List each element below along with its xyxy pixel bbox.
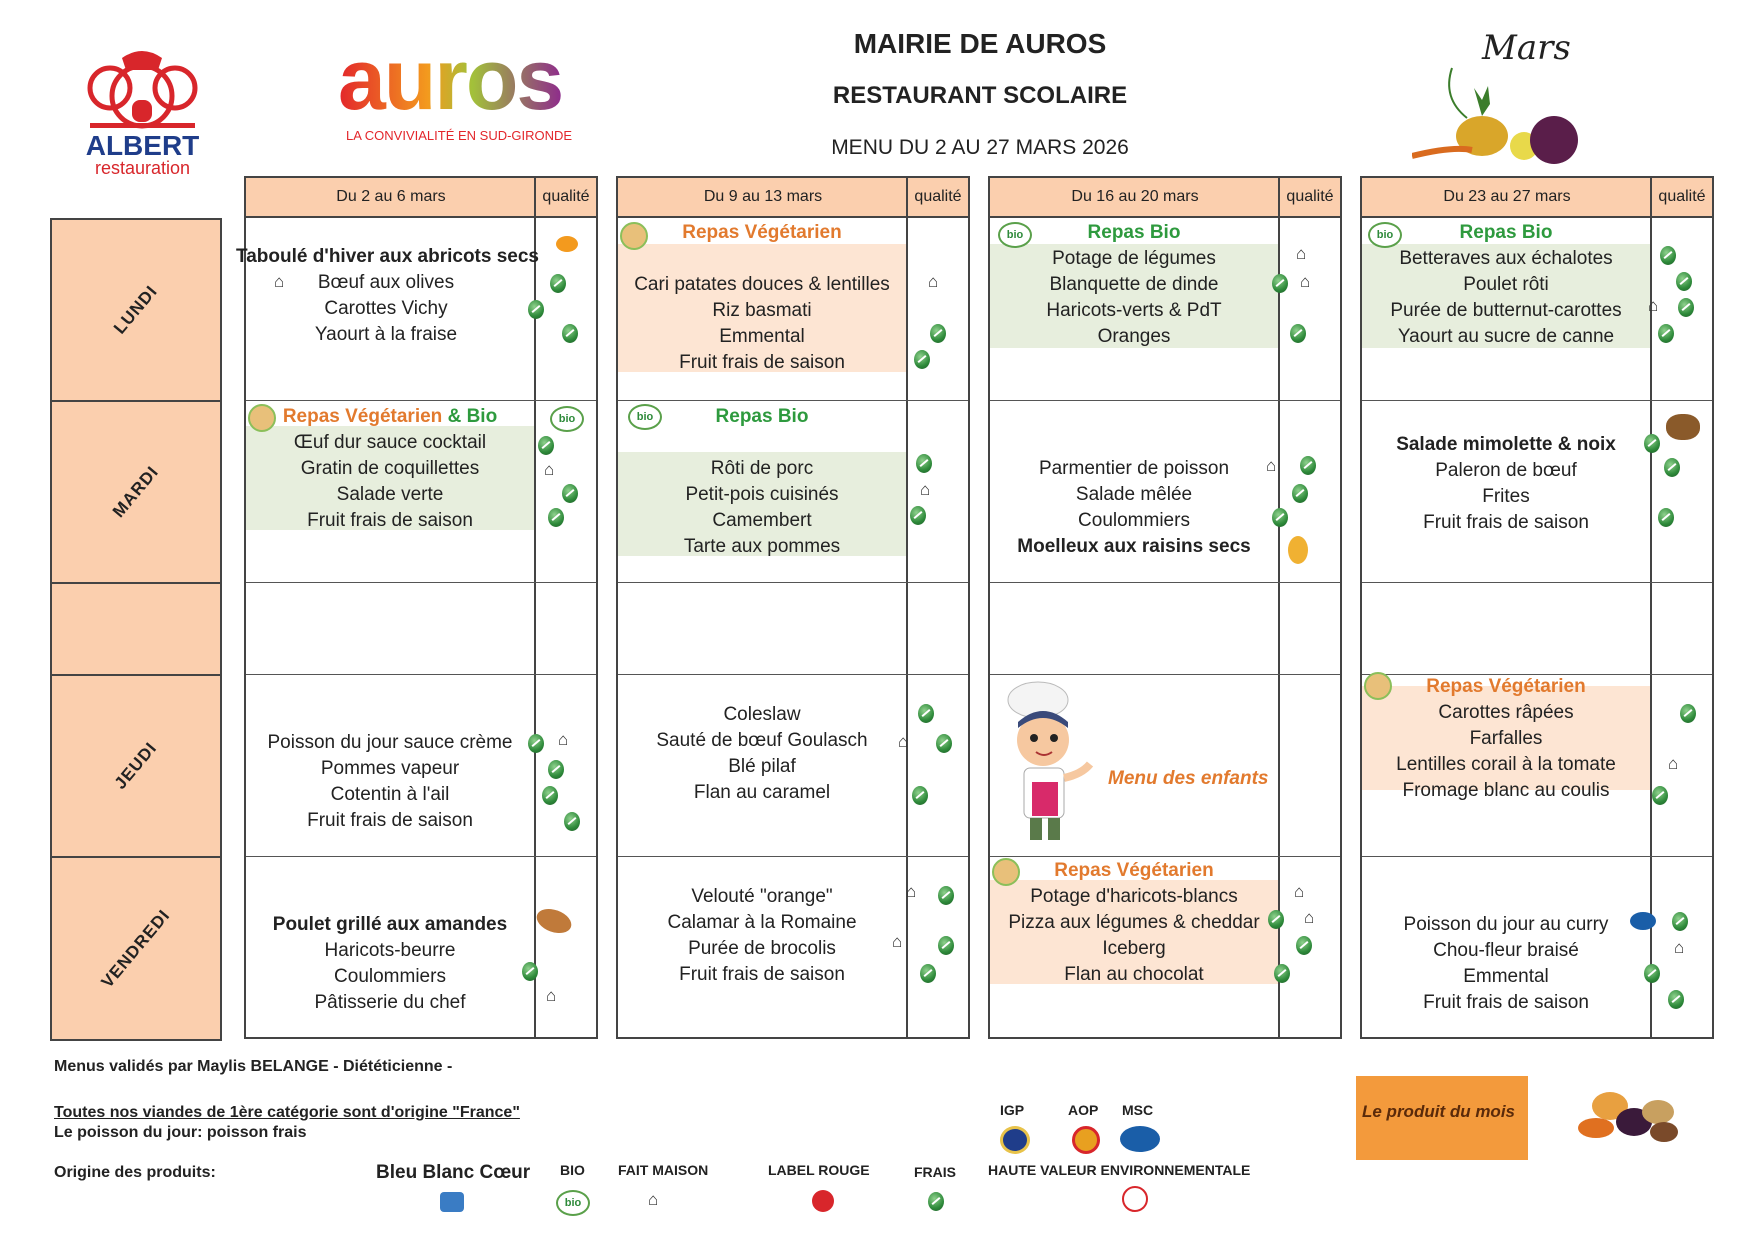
week-2-lundi-menu xyxy=(618,220,906,376)
almond-icon xyxy=(533,905,574,938)
fait-maison-icon: ⌂ xyxy=(1300,272,1311,291)
menu-item: Camembert xyxy=(712,510,812,531)
week-3-mardi-menu xyxy=(990,456,1278,560)
auros-wordmark: auros xyxy=(338,32,563,128)
fait-maison-icon: ⌂ xyxy=(892,932,903,951)
menu-item: Frites xyxy=(1482,486,1530,507)
week-3-title: Du 16 au 20 mars xyxy=(990,178,1280,218)
label-rouge-icon xyxy=(812,1190,834,1212)
frais-icon xyxy=(1660,246,1676,265)
week-2-jeudi-menu xyxy=(618,702,909,806)
frais-icon xyxy=(1300,456,1316,475)
frais-icon xyxy=(1668,990,1684,1009)
menu-item: Yaourt au sucre de canne xyxy=(1397,326,1615,347)
fait-maison-icon: ⌂ xyxy=(898,732,909,751)
week-1-jeudi-menu xyxy=(246,730,534,834)
frais-icon xyxy=(562,324,578,343)
bio-icon: bio xyxy=(556,1190,590,1216)
fait-maison-icon: ⌂ xyxy=(906,882,917,901)
bio-icon: bio xyxy=(628,404,662,430)
menu-item: Oranges xyxy=(1097,326,1171,347)
menu-item: Fromage blanc au coulis xyxy=(1402,780,1610,801)
menu-item: Pâtisserie du chef xyxy=(314,992,466,1013)
menu-item: Fruit frais de saison xyxy=(679,352,845,373)
frais-icon xyxy=(928,1192,944,1211)
menu-item: Cari patates douces & lentilles xyxy=(634,274,890,295)
menu-item: Paleron de bœuf xyxy=(1435,460,1577,481)
menu-enfants-label: Menu des enfants xyxy=(1108,768,1269,789)
menu-item: Fruit frais de saison xyxy=(307,510,473,531)
frais-icon xyxy=(1290,324,1306,343)
week-4-lundi-menu xyxy=(1362,220,1650,350)
meal-title: Repas Végétarien xyxy=(682,222,842,243)
menu-item: Farfalles xyxy=(1469,728,1543,749)
menu-item: Œuf dur sauce cocktail xyxy=(293,432,487,453)
walnut-icon xyxy=(1666,414,1700,440)
menu-item: Pizza aux légumes & cheddar xyxy=(1008,912,1260,933)
menu-item: Betteraves aux échalotes xyxy=(1399,248,1613,269)
week-4-vendredi-menu xyxy=(1362,912,1650,1016)
frais-icon xyxy=(1272,508,1288,527)
menu-item: Emmental xyxy=(1463,966,1549,987)
label-label-rouge: LABEL ROUGE xyxy=(768,1162,870,1178)
frais-icon xyxy=(920,964,936,983)
frais-icon xyxy=(1678,298,1694,317)
menu-item: Coulommiers xyxy=(1078,510,1190,531)
frais-icon xyxy=(1658,508,1674,527)
week-1 xyxy=(236,176,598,1039)
albert-subtitle: restauration xyxy=(94,158,191,178)
week-2-mardi-menu xyxy=(618,404,906,560)
frais-icon xyxy=(522,962,538,981)
koala-icon xyxy=(80,48,205,133)
menu-item: Fruit frais de saison xyxy=(1423,512,1589,533)
week-4-jeudi-menu xyxy=(1362,674,1650,804)
meal-title: Repas Végétarien xyxy=(282,406,448,427)
menu-item: Salade mêlée xyxy=(1075,484,1193,505)
label-hve: HAUTE VALEUR ENVIRONNEMENTALE xyxy=(988,1162,1251,1178)
week-1-vendredi-menu xyxy=(246,912,534,1016)
fait-maison-icon: ⌂ xyxy=(648,1190,659,1209)
menu-item: Flan au caramel xyxy=(693,782,831,803)
restaurant-title: RESTAURANT SCOLAIRE xyxy=(832,82,1128,109)
fish-note: Le poisson du jour: poisson frais xyxy=(54,1124,307,1141)
week-1-quality-header: qualité xyxy=(534,178,596,218)
menu-item: Poisson du jour au curry xyxy=(1403,914,1609,935)
week-2-quality-header: qualité xyxy=(906,178,968,218)
menu-dates: MENU DU 2 AU 27 MARS 2026 xyxy=(831,136,1129,159)
frais-icon xyxy=(1672,912,1688,931)
week-1-lundi-menu xyxy=(236,244,539,348)
label-aop: AOP xyxy=(1068,1102,1099,1118)
frais-icon xyxy=(528,734,544,753)
label-igp: IGP xyxy=(1000,1102,1025,1118)
fait-maison-icon: ⌂ xyxy=(558,730,569,749)
frais-icon xyxy=(1274,964,1290,983)
fait-maison-icon: ⌂ xyxy=(274,272,285,291)
frais-icon xyxy=(562,484,578,503)
menu-item: Bœuf aux olives xyxy=(317,272,455,293)
menu-item: Rôti de porc xyxy=(710,458,814,479)
mairie-title: MAIRIE DE AUROS xyxy=(853,28,1107,59)
frais-icon xyxy=(916,454,932,473)
menu-item: Gratin de coquillettes xyxy=(300,458,480,479)
mars-illustration xyxy=(1412,28,1612,168)
bio-icon: bio xyxy=(550,406,584,432)
frais-icon xyxy=(910,506,926,525)
vegetables-icon xyxy=(1412,28,1612,168)
frais-icon xyxy=(1658,324,1674,343)
day-mardi: MARDI xyxy=(50,400,222,584)
day-lundi: LUNDI xyxy=(50,218,222,402)
week-2 xyxy=(616,176,970,1039)
dried-fruits-icon xyxy=(1576,1088,1686,1148)
menu-item: Chou-fleur braisé xyxy=(1433,940,1579,961)
menu-item: Blanquette de dinde xyxy=(1049,274,1219,295)
week-3-lundi-menu xyxy=(990,220,1278,350)
menu-item: Riz basmati xyxy=(712,300,812,321)
apricot-icon xyxy=(556,236,578,252)
albert-logo xyxy=(80,48,205,178)
menu-item: Poisson du jour sauce crème xyxy=(267,732,513,753)
frais-icon xyxy=(938,886,954,905)
hve-icon xyxy=(1122,1186,1148,1212)
meal-title: Repas Bio xyxy=(1459,222,1553,243)
menu-item: Iceberg xyxy=(1102,938,1166,959)
fait-maison-icon: ⌂ xyxy=(1266,456,1277,475)
week-3-vendredi-menu xyxy=(990,858,1278,988)
menu-item: Flan au chocolat xyxy=(1064,964,1204,985)
frais-icon xyxy=(1268,910,1284,929)
frais-icon xyxy=(912,786,928,805)
fait-maison-icon: ⌂ xyxy=(544,460,555,479)
auros-tagline: LA CONVIVIALITÉ EN SUD-GIRONDE xyxy=(346,128,573,143)
frais-icon xyxy=(528,300,544,319)
menu-item: Sauté de bœuf Goulasch xyxy=(656,730,868,751)
day-mercredi xyxy=(50,582,222,676)
menu-item: Tarte aux pommes xyxy=(683,536,841,557)
menu-item: Poulet grillé aux amandes xyxy=(272,914,508,935)
day-vendredi: VENDREDI xyxy=(50,856,222,1041)
week-2-title: Du 9 au 13 mars xyxy=(618,178,908,218)
frais-icon xyxy=(538,436,554,455)
frais-icon xyxy=(1644,964,1660,983)
origin-label: Origine des produits: xyxy=(54,1164,216,1181)
menu-item: Salade verte xyxy=(336,484,444,505)
aop-icon xyxy=(1072,1126,1100,1154)
menu-item: Cotentin à l'ail xyxy=(330,784,450,805)
menu-item: Coulommiers xyxy=(334,966,446,987)
frais-icon xyxy=(918,704,934,723)
produit-du-mois-label: Le produit du mois xyxy=(1362,1102,1515,1121)
chef-child-illustration xyxy=(998,678,1098,848)
auros-logo xyxy=(338,30,618,150)
meal-title: Repas Végétarien xyxy=(1426,676,1586,697)
fait-maison-icon: ⌂ xyxy=(1648,296,1659,315)
week-2-vendredi-menu xyxy=(618,884,906,988)
fait-maison-icon: ⌂ xyxy=(1296,244,1307,263)
menu-item: Emmental xyxy=(719,326,805,347)
frais-icon xyxy=(550,274,566,293)
menu-item: Moelleux aux raisins secs xyxy=(1017,536,1251,557)
label-bio: BIO xyxy=(560,1162,585,1178)
frais-icon xyxy=(1296,936,1312,955)
fait-maison-icon: ⌂ xyxy=(1294,882,1305,901)
week-3 xyxy=(988,176,1342,1039)
frais-icon xyxy=(548,508,564,527)
week-4-title: Du 23 au 27 mars xyxy=(1362,178,1652,218)
meal-title-bio: & Bio xyxy=(447,406,498,427)
bleu-blanc-coeur-icon xyxy=(440,1192,464,1212)
menu-item: Purée de butternut-carottes xyxy=(1390,300,1622,321)
menu-item: Velouté "orange" xyxy=(691,886,833,907)
week-3-quality-header: qualité xyxy=(1278,178,1340,218)
fait-maison-icon: ⌂ xyxy=(1668,754,1679,773)
menu-item: Potage d'haricots-blancs xyxy=(1030,886,1238,907)
fait-maison-icon: ⌂ xyxy=(546,986,557,1005)
week-1-mardi-menu xyxy=(246,404,534,534)
menu-item: Parmentier de poisson xyxy=(1038,458,1230,479)
raisin-icon xyxy=(1288,536,1308,564)
menu-item: Fruit frais de saison xyxy=(679,964,845,985)
menu-item: Haricots-verts & PdT xyxy=(1046,300,1222,321)
menu-item: Petit-pois cuisinés xyxy=(685,484,839,505)
produit-du-mois-box xyxy=(1356,1076,1528,1160)
mars-label: Mars xyxy=(1482,28,1571,68)
week-4-mardi-menu xyxy=(1362,432,1650,536)
menu-item: Pommes vapeur xyxy=(320,758,460,779)
frais-icon xyxy=(542,786,558,805)
menu-item: Blé pilaf xyxy=(728,756,796,777)
menu-item: Carottes Vichy xyxy=(324,298,448,319)
menu-item: Taboulé d'hiver aux abricots secs xyxy=(236,246,539,267)
meat-origin-note: Toutes nos viandes de 1ère catégorie sont d'origine "France" xyxy=(54,1104,520,1121)
msc-icon xyxy=(1630,912,1656,930)
frais-icon xyxy=(548,760,564,779)
fait-maison-icon: ⌂ xyxy=(920,480,931,499)
menu-item: Purée de brocolis xyxy=(688,938,836,959)
frais-icon xyxy=(1652,786,1668,805)
igp-icon xyxy=(1000,1126,1030,1154)
menu-item: Fruit frais de saison xyxy=(307,810,473,831)
meal-title: Repas Bio xyxy=(715,406,809,427)
bio-icon: bio xyxy=(998,222,1032,248)
validation-note: Menus validés par Maylis BELANGE - Diététicienne - xyxy=(54,1058,453,1075)
menu-item: Poulet rôti xyxy=(1463,274,1549,295)
meal-title: Repas Végétarien xyxy=(1054,860,1214,881)
label-bleu-blanc-coeur: Bleu Blanc Cœur xyxy=(376,1162,531,1183)
frais-icon xyxy=(1292,484,1308,503)
msc-icon xyxy=(1120,1126,1160,1152)
week-1-title: Du 2 au 6 mars xyxy=(246,178,536,218)
frais-icon xyxy=(914,350,930,369)
frais-icon xyxy=(938,936,954,955)
albert-name: ALBERT xyxy=(85,130,200,161)
label-fait-maison: FAIT MAISON xyxy=(618,1162,709,1178)
fait-maison-icon: ⌂ xyxy=(1304,908,1315,927)
frais-icon xyxy=(930,324,946,343)
menu-item: Potage de légumes xyxy=(1052,248,1216,269)
menu-item: Yaourt à la fraise xyxy=(314,324,458,345)
meal-title: Repas Bio xyxy=(1087,222,1181,243)
fait-maison-icon: ⌂ xyxy=(1674,938,1685,957)
week-4 xyxy=(1360,176,1714,1039)
frais-icon xyxy=(936,734,952,753)
menu-item: Lentilles corail à la tomate xyxy=(1396,754,1616,775)
menu-item: Carottes râpées xyxy=(1438,702,1574,723)
day-jeudi: JEUDI xyxy=(50,674,222,858)
frais-icon xyxy=(1676,272,1692,291)
frais-icon xyxy=(1664,458,1680,477)
label-frais: FRAIS xyxy=(914,1164,956,1180)
label-msc: MSC xyxy=(1122,1102,1154,1118)
frais-icon xyxy=(1680,704,1696,723)
bio-icon: bio xyxy=(1368,222,1402,248)
week-4-quality-header: qualité xyxy=(1650,178,1712,218)
frais-icon xyxy=(1644,434,1660,453)
frais-icon xyxy=(1272,274,1288,293)
fait-maison-icon: ⌂ xyxy=(928,272,939,291)
menu-item: Coleslaw xyxy=(723,704,801,725)
menu-item: Fruit frais de saison xyxy=(1423,992,1589,1013)
menu-item: Haricots-beurre xyxy=(324,940,456,961)
menu-item: Salade mimolette & noix xyxy=(1396,434,1616,455)
menu-item: Calamar à la Romaine xyxy=(667,912,857,933)
frais-icon xyxy=(564,812,580,831)
